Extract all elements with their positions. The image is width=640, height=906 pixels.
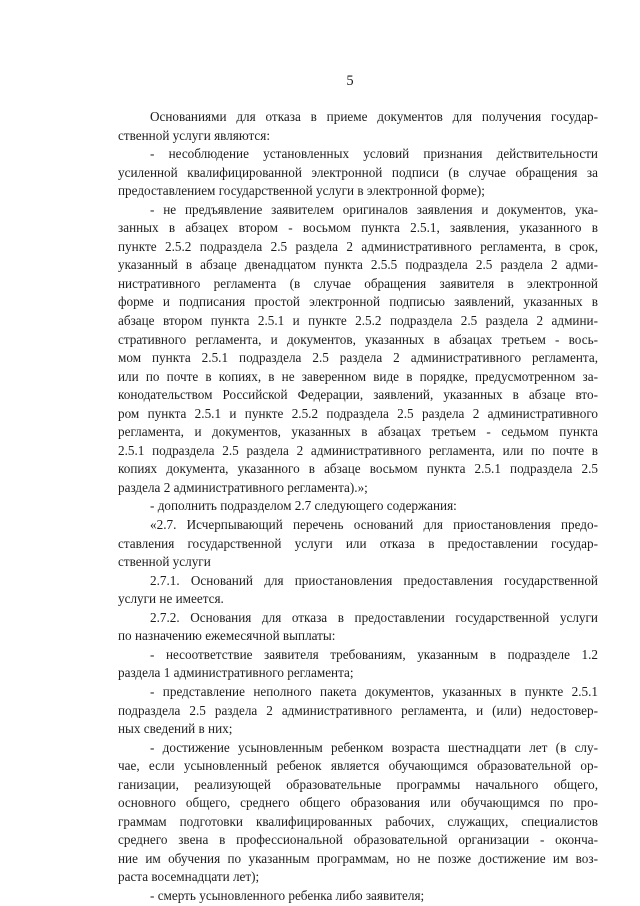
text-line: чае, если усыновленный ребенок является обучающимся образовательной ор-	[118, 758, 598, 774]
text-line: среднего звена в профессиональной образовательной организации - оконча-	[118, 832, 598, 848]
text-line: - несоответствие заявителя требованиям, указанным в подразделе 1.2	[150, 646, 598, 662]
text-line: конодательством Российской Федерации, заявлений, указанных в абзаце вто-	[118, 387, 598, 403]
text-line: мом пункта 2.5.1 подраздела 2.5 раздела 2 административного регламента,	[118, 350, 598, 366]
text-line: Основаниями для отказа в приеме документов для получения государ-	[150, 109, 598, 124]
text-line: услуги не имеется.	[118, 591, 224, 607]
text-line: предоставлением государственной услуги в электронной форме);	[118, 183, 485, 199]
text-line: «2.7. Исчерпывающий перечень оснований для приостановления предо-	[150, 517, 598, 533]
text-line: граммам подготовки квалифицированных рабочих, служащих, специалистов	[118, 813, 598, 829]
text-line: копиях документа, указанного в абзаце восьмом пункта 2.5.1 подраздела 2.5	[118, 461, 598, 477]
text-line: - не предъявление заявителем оригиналов заявления и документов, ука-	[150, 201, 598, 217]
text-line: раздела 2 административного регламента).»;	[118, 479, 368, 495]
text-line: 2.7.2. Основания для отказа в предоставлении государственной услуги	[150, 609, 598, 625]
text-line: основного общего, среднего общего образования или обучающимся по про-	[118, 795, 598, 811]
text-line: указанный в абзаце двенадцатом пункта 2.5.5 подраздела 2.5 раздела 2 адми-	[118, 257, 598, 273]
text-line: ние им обучения по указанным программам, но не позже достижение им воз-	[118, 850, 598, 866]
text-line: 2.7.1. Оснований для приостановления предоставления государственной	[150, 572, 598, 588]
text-line: ганизации, реализующей образовательные программы начального общего,	[118, 776, 598, 792]
text-line: абзаце втором пункта 2.5.1 и пункте 2.5.2 подраздела 2.5 раздела 2 админи-	[118, 313, 598, 329]
text-line: форме и подписания простой электронной подписью заявлений, указанных в	[118, 294, 598, 310]
text-line: нистративного регламента (в случае обращения заявителя в электронной	[118, 275, 598, 291]
text-line: пункте 2.5.2 подраздела 2.5 раздела 2 административного регламента, в срок,	[118, 238, 598, 254]
text-line: - представление неполного пакета документов, указанных в пункте 2.5.1	[150, 683, 598, 699]
document-body	[118, 108, 598, 906]
text-line: ственной услуги являются:	[118, 127, 271, 143]
text-line: усиленной квалифицированной электронной подписи (в случае обращения за	[118, 164, 598, 180]
text-line: занных в абзацех втором - восьмом пункта 2.5.1, заявления, указанного в	[118, 220, 598, 236]
page-number: 5	[346, 73, 354, 89]
text-line: 2.5.1 подраздела 2.5 раздела 2 административного регламента, или по почте в	[118, 442, 598, 458]
text-line: раста восемнадцати лет);	[118, 869, 260, 885]
text-line: стративного регламента, и документов, указанных в абзацах третьем - вось-	[118, 331, 598, 347]
text-line: подраздела 2.5 раздела 2 административного регламента, и (или) недостовер-	[118, 702, 598, 718]
text-line: - достижение усыновленным ребенком возраста шестнадцати лет (в слу-	[150, 739, 598, 755]
text-line: - смерть усыновленного ребенка либо заявителя;	[150, 887, 425, 903]
text-line: по назначению ежемесячной выплаты:	[118, 628, 336, 644]
text-line: раздела 1 административного регламента;	[118, 665, 354, 681]
text-line: - дополнить подразделом 2.7 следующего содержания:	[150, 498, 457, 514]
text-line: регламента, и документов, указанных в абзацах третьем - седьмом пункта	[118, 424, 598, 440]
text-line: ственной услуги	[118, 554, 211, 570]
text-line: ром пункта 2.5.1 и пункте 2.5.2 подраздела 2.5 раздела 2 административного	[118, 405, 598, 421]
text-line: или по почте в копиях, в не заверенном виде в порядке, предусмотренном за-	[118, 368, 598, 384]
text-line: - несоблюдение установленных условий признания действительности	[150, 146, 598, 162]
text-line: ставления государственной услуги или отказа в предоставлении государ-	[118, 535, 598, 551]
text-line: ных сведений в них;	[118, 721, 233, 737]
